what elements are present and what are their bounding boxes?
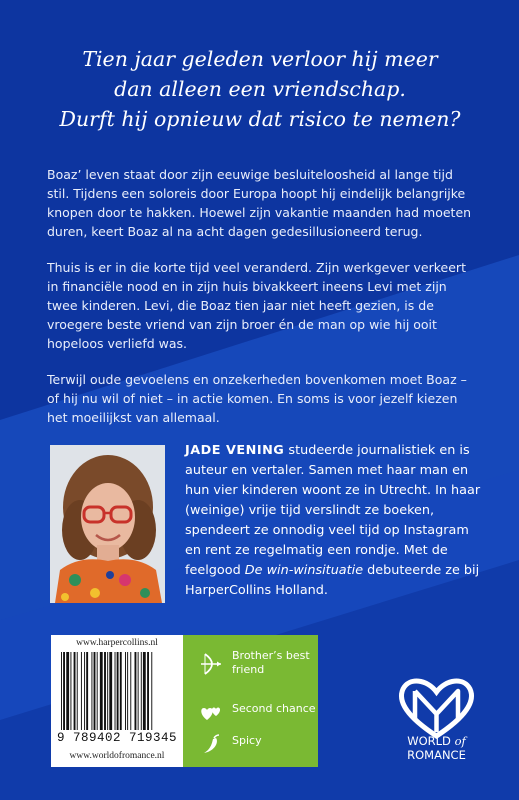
trope-item: [183, 729, 318, 759]
two-hearts-icon: [199, 700, 223, 724]
author-bio-text: debuteerde ze bij HarperCollins Holland.: [185, 563, 480, 598]
author-bio-text: studeerde journalistiek en is auteur en vertaler. Samen met haar man en hun vier kinderen woont ze in Utrecht. In haar (weinige) vrije tijd verslindt ze boeken, spendeert ze onnodig veel tijd op Instagram en rent ze regelmatig een rondje. Met de feelgood: [185, 443, 481, 578]
trope-label: Second chance: [232, 702, 316, 715]
wordmark-word: WORLD: [407, 734, 451, 748]
bow-and-arrow-icon: [199, 652, 223, 676]
author-photo: [50, 445, 165, 603]
blurb-paragraph: Boaz’ leven staat door zijn eeuwige besluiteloosheid al lange tijd stil. Tijdens een soloreis door Europa hoopt hij eindelijk belangrijke knopen door te hakken. Hoewel zijn vakantie maanden had moeten duren, keert Boaz al na acht dagen gedesillusioneerd terug.: [47, 167, 472, 239]
world-of-romance-wordmark: [384, 734, 489, 762]
tagline-line: dan alleen een vriendschap.: [114, 77, 406, 101]
isbn-number: 9 789402 719345: [56, 731, 178, 745]
debut-title: De win-winsituatie: [244, 563, 364, 578]
publisher-url: www.harpercollins.nl: [76, 638, 158, 648]
isbn-barcode: [59, 652, 177, 730]
chili-pepper-icon: [199, 732, 223, 756]
trope-label: Brother’s best friend: [232, 649, 310, 676]
wordmark-word: of: [454, 734, 466, 748]
blurb-paragraph: Terwijl oude gevoelens en onzekerheden bovenkomen moet Boaz – of hij nu wil of niet – in actie komen. En soms is voor jezelf kiezen het moeilijkst van allemaal.: [47, 372, 467, 425]
tagline: [30, 44, 490, 134]
trope-panel: [183, 635, 318, 767]
wordmark-word: ROMANCE: [407, 748, 466, 762]
imprint-url: www.worldofromance.nl: [69, 751, 165, 761]
barcode-panel: [51, 635, 183, 767]
book-blurb: [47, 165, 472, 444]
trope-item: [183, 697, 318, 727]
trope-label: Spicy: [232, 734, 262, 747]
author-bio: [185, 441, 485, 601]
author-name: JADE VENING: [185, 443, 285, 458]
blurb-paragraph: Thuis is er in die korte tijd veel veranderd. Zijn werkgever verkeert in financiële nood en in zijn huis bivakkeert ineens Levi met zijn twee kinderen. Levi, die Boaz tien jaar niet heeft gezien, is de vroegere beste vriend van zijn broer én de man op wie hij ooit hopeloos verliefd was.: [47, 260, 466, 351]
tagline-line: Tien jaar geleden verloor hij meer: [82, 47, 438, 71]
trope-item: [183, 649, 318, 679]
tagline-line: Durft hij opnieuw dat risico te nemen?: [59, 107, 461, 131]
